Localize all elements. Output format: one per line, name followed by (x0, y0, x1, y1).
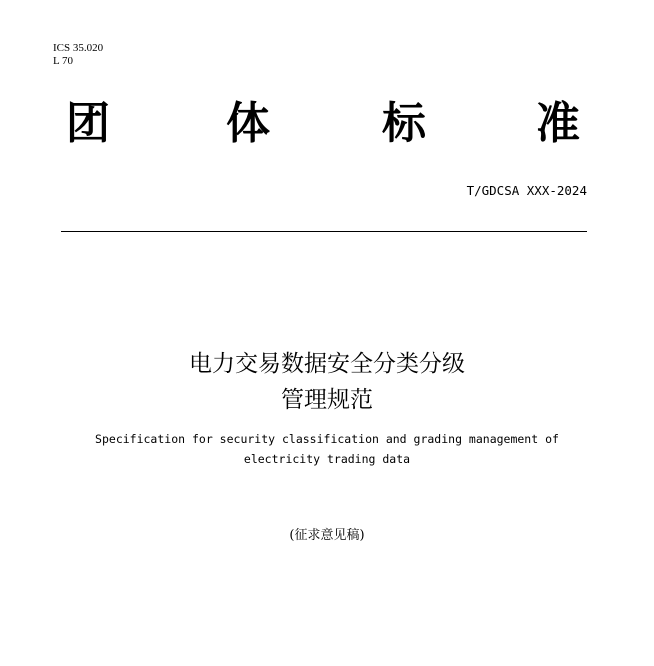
standard-number: T/GDCSA XXX-2024 (466, 183, 587, 198)
standard-type-char: 团 (66, 98, 110, 149)
english-title-line-2: electricity trading data (243, 452, 411, 466)
english-title-line-1: Specification for security classification and grading management of (95, 432, 559, 446)
chinese-title-line-2: 管理规范 (281, 387, 373, 413)
ccs-code: L 70 (53, 55, 74, 67)
standard-type-heading (66, 96, 586, 152)
chinese-title-line-1: 电力交易数据安全分类分级 (189, 351, 465, 377)
draft-status-label: (征求意见稿) (289, 528, 365, 543)
header-divider (61, 231, 587, 232)
ics-code: ICS 35.020 (53, 42, 104, 54)
standard-type-char: 准 (536, 98, 580, 149)
standard-type-char: 体 (226, 98, 270, 149)
standard-type-char: 标 (382, 98, 426, 149)
